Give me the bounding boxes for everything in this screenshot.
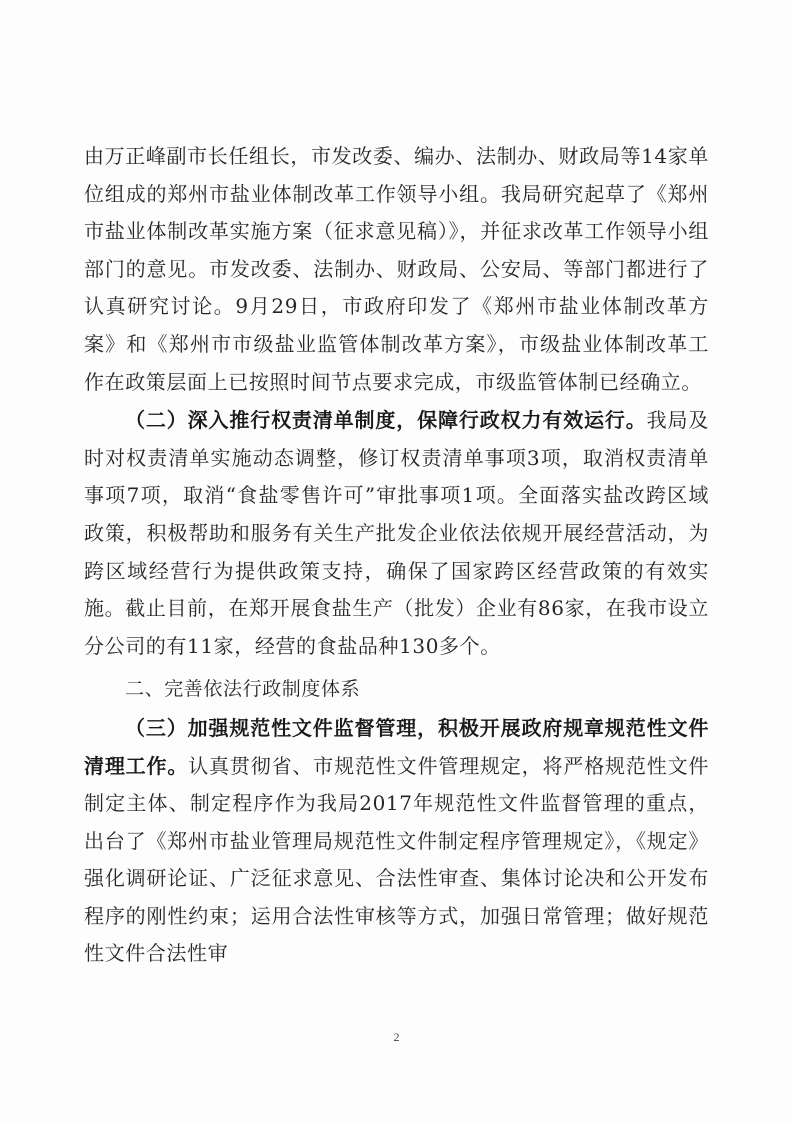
section-heading: 二、完善依法行政制度体系 bbox=[125, 678, 361, 701]
body-paragraph-3 bbox=[84, 710, 709, 973]
paragraph-text: 由万正峰副市长任组长，市发改委、编办、法制办、财政局等14家单位组成的郑州市盐业体制改革工作领导小组。我局研究起草了《郑州市盐业体制改革实施方案（征求意见稿）》，并征求改革工作领导小组部门的意见。市发改委、法制办、财政局、公安局、等部门都进行了认真研究讨论。9月29日，市政府印发了《郑州市盐业体制改革方案》和《郑州市市级盐业监管体制改革方案》，市级盐业体制改革工作在政策层面上已按照时间节点要求完成，市级监管体制已经确立。 bbox=[84, 144, 709, 394]
paragraph-text: 我局及时对权责清单实施动态调整，修订权责清单事项3项，取消权责清单事项7项，取消“食盐零售许可”审批事项1项。全面落实盐改跨区域政策，积极帮助和服务有关生产批发企业依法依规开展经营活动，为跨区域经营行为提供政策支持，确保了国家跨区经营政策的有效实施。截止目前，在郑开展食盐生产（批发）企业有86家，在我市设立分公司的有11家，经营的食盐品种130多个。 bbox=[84, 408, 709, 658]
body-paragraph-1 bbox=[84, 138, 709, 401]
document-body bbox=[84, 138, 709, 973]
page-number: 2 bbox=[393, 1030, 400, 1044]
subsection-lead: （三）加强规范性文件监督管理，积极开展政府规章规范性文件清理工作。 bbox=[84, 715, 709, 778]
body-paragraph-2 bbox=[84, 402, 709, 665]
paragraph-text: 认真贯彻省、市规范性文件管理规定，将严格规范性文件制定主体、制定程序作为我局2017年规范性文件监督管理的重点，出台了《郑州市盐业管理局规范性文件制定程序管理规定》，《规定》强化调研论证、广泛征求意见、合法性审查、集体讨论决和公开发布程序的刚性约束；运用合法性审核等方式，加强日常管理；做好规范性文件合法性审 bbox=[84, 753, 710, 966]
subsection-lead: （二）深入推行权责清单制度，保障行政权力有效运行。 bbox=[125, 408, 647, 433]
